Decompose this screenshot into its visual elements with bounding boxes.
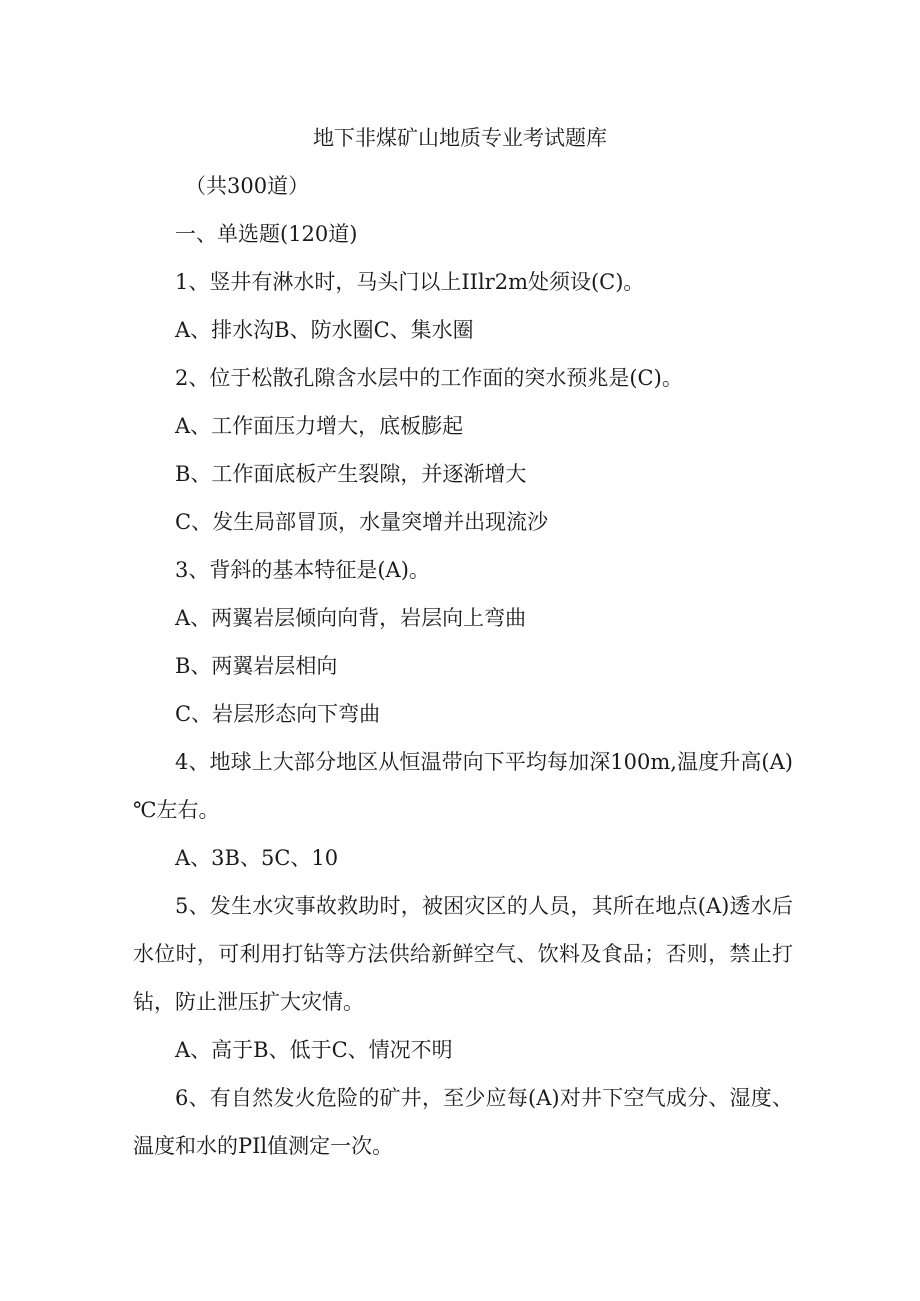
- question-5: 5、发生水灾事故救助时，被困灾区的人员，其所在地点(A)透水后水位时，可利用打钻等方法供给新鲜空气、饮料及食品；否则，禁止打钻，防止泄压扩大灾情。: [133, 894, 793, 1014]
- document-title: 地下非煤矿山地质专业考试题库: [313, 126, 607, 150]
- question-6: 6、有自然发火危险的矿井，至少应每(A)对井下空气成分、湿度、温度和水的PIl值测定一次。: [133, 1086, 793, 1158]
- question-4: 4、地球上大部分地区从恒温带向下平均每加深100m,温度升高(A)℃左右。: [133, 750, 793, 822]
- question-total: （共300道）: [185, 174, 310, 198]
- question-1: 1、竖井有淋水时，马头门以上IIlr2m处须设(C)。: [175, 270, 645, 294]
- section-heading: 一、单选题(120道): [175, 222, 358, 246]
- question-1-options: A、排水沟B、防水圈C、集水圈: [175, 318, 474, 342]
- question-2-option-a: A、工作面压力增大，底板膨起: [175, 414, 464, 438]
- question-4-options: A、3B、5C、10: [175, 846, 339, 870]
- question-3-option-c: C、岩层形态向下弯曲: [175, 702, 381, 726]
- question-3-option-b: B、两翼岩层相向: [175, 654, 338, 678]
- question-2-option-c: C、发生局部冒顶，水量突增并出现流沙: [175, 510, 549, 534]
- question-2: 2、位于松散孔隙含水层中的工作面的突水预兆是(C)。: [175, 366, 683, 390]
- question-3-option-a: A、两翼岩层倾向向背，岩层向上弯曲: [175, 606, 527, 630]
- question-5-options: A、高于B、低于C、情况不明: [175, 1038, 453, 1062]
- question-2-option-b: B、工作面底板产生裂隙，并逐渐增大: [175, 462, 527, 486]
- question-3: 3、背斜的基本特征是(A)。: [175, 558, 430, 582]
